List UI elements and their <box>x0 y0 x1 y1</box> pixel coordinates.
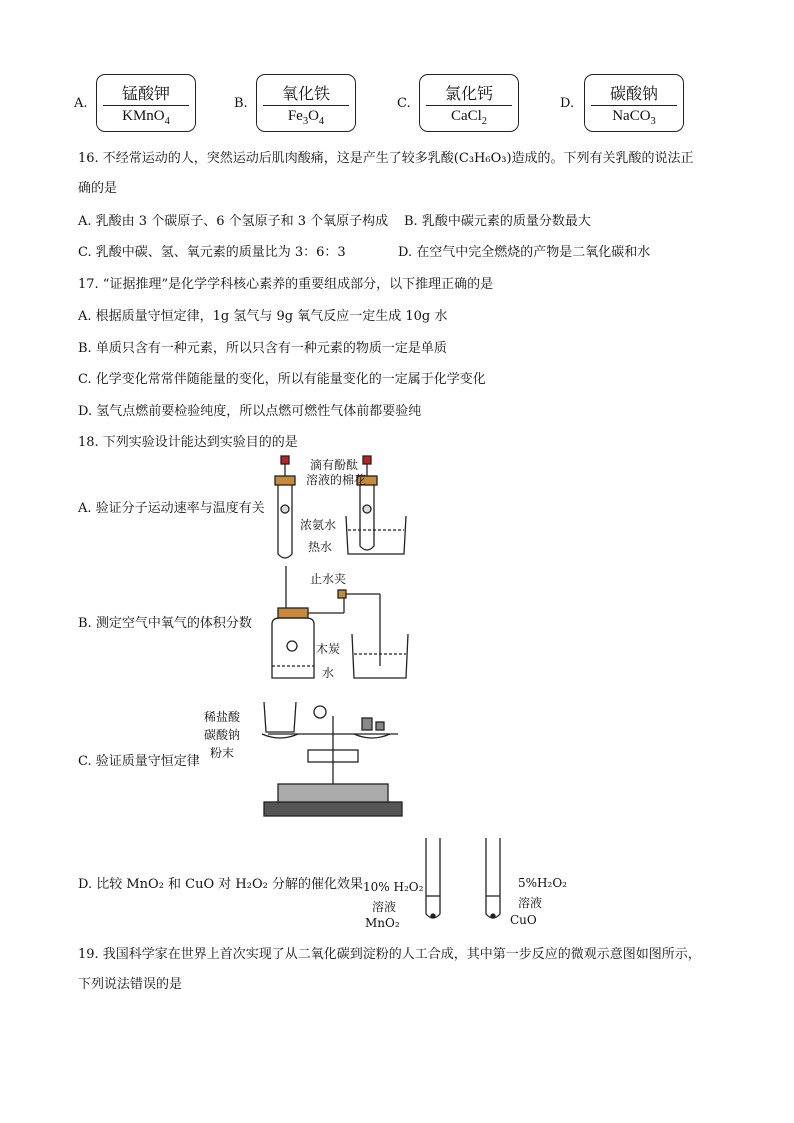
q16-option-c: C. 乳酸中碳、氢、氧元素的质量比为 3：6：3 <box>78 245 346 260</box>
q15-option-c-name: 氯化钙 <box>444 84 493 103</box>
q18-option-d: D. 比较 MnO₂ 和 CuO 对 H₂O₂ 分解的催化效果 <box>78 877 363 892</box>
q16-option-a: A. 乳酸由 3 个碳原子、6 个氢原子和 3 个氧原子构成 <box>78 214 389 229</box>
q18-figure-b-label-3: 水 <box>322 666 335 680</box>
q18-figure-d-label-6: CuO <box>510 913 537 927</box>
q18-figure-c-drawing <box>258 696 408 820</box>
q15-option-c-letter: C. <box>397 96 411 111</box>
q15-option-b-formula: $Fe_3O_4$ <box>287 108 325 127</box>
q16-option-d: D. 在空气中完全燃烧的产物是二氧化碳和水 <box>398 245 651 260</box>
q16-stem-line1: 16. 不经常运动的人，突然运动后肌肉酸痛，这是产生了较多乳酸(C₃H₆O₃)造成的。下列有关乳酸的说法正 <box>78 151 694 166</box>
q18-figure-a-label-1: 滴有酚酞 <box>310 458 359 472</box>
q15-option-d-card <box>584 74 684 132</box>
q18-figure-d-drawing <box>420 834 520 926</box>
q18-figure-c-label-1: 稀盐酸 <box>204 710 241 724</box>
q18-figure-d-label-4: 5%H₂O₂ <box>518 876 567 890</box>
q17-option-b: B. 单质只含有一种元素，所以只含有一种元素的物质一定是单质 <box>78 341 447 356</box>
q18-stem: 18. 下列实验设计能达到实验目的的是 <box>78 435 298 450</box>
q15-option-b-letter: B. <box>234 96 248 111</box>
q17-option-a: A. 根据质量守恒定律，1g 氢气与 9g 氧气反应一定生成 10g 水 <box>78 309 448 324</box>
q18-figure-a-label-3: 浓氨水 <box>300 518 337 532</box>
q18-figure-a-label-4: 热水 <box>308 540 333 554</box>
q15-option-b-card <box>256 74 356 132</box>
q17-option-c: C. 化学变化常常伴随能量的变化，所以有能量变化的一定属于化学变化 <box>78 372 486 387</box>
q18-figure-d-label-3: MnO₂ <box>365 916 400 930</box>
q18-figure-a-label-2: 溶液的棉花 <box>306 473 367 487</box>
q16-option-b: B. 乳酸中碳元素的质量分数最大 <box>404 214 591 229</box>
q18-figure-b-label-1: 止水夹 <box>310 572 347 586</box>
q16-stem-line2: 确的是 <box>78 181 118 196</box>
q15-option-b-name: 氧化铁 <box>281 84 330 103</box>
q15-option-a-card <box>96 74 196 132</box>
q19-stem-line1: 19. 我国科学家在世界上首次实现了从二氧化碳到淀粉的人工合成，其中第一步反应的微观示意图如图所示， <box>78 947 701 962</box>
q15-option-a-name: 锰酸钾 <box>121 84 170 103</box>
q18-figure-c-label-2: 碳酸钠 <box>204 728 241 742</box>
q18-figure-b-label-2: 木炭 <box>316 642 341 656</box>
q18-figure-d-label-2: 溶液 <box>372 900 397 914</box>
q15-option-c-formula: CaCl$_2$ <box>450 108 488 127</box>
q18-figure-d-label-5: 溶液 <box>518 896 543 910</box>
q15-option-c-card <box>419 74 519 132</box>
q18-figure-c-label-3: 粉末 <box>210 746 235 760</box>
q18-option-b: B. 测定空气中氧气的体积分数 <box>78 616 252 631</box>
q18-option-c: C. 验证质量守恒定律 <box>78 754 200 769</box>
q17-stem: 17. “证据推理”是化学学科核心素养的重要组成部分，以下推理正确的是 <box>78 277 494 292</box>
q19-stem-line2: 下列说法错误的是 <box>78 977 183 992</box>
q15-option-d-name: 碳酸钠 <box>609 84 658 103</box>
q15-option-a-letter: A. <box>74 96 88 111</box>
q15-option-d-formula: NaCO$_3$ <box>612 108 656 127</box>
q18-option-a: A. 验证分子运动速率与温度有关 <box>78 501 265 516</box>
q15-option-d-letter: D. <box>560 96 575 111</box>
q15-option-a-formula: KMnO$_4$ <box>122 108 170 127</box>
q17-option-d: D. 氢气点燃前要检验纯度，所以点燃可燃性气体前都要验纯 <box>78 404 422 419</box>
q18-figure-d-label-1: 10% H₂O₂ <box>363 880 424 894</box>
